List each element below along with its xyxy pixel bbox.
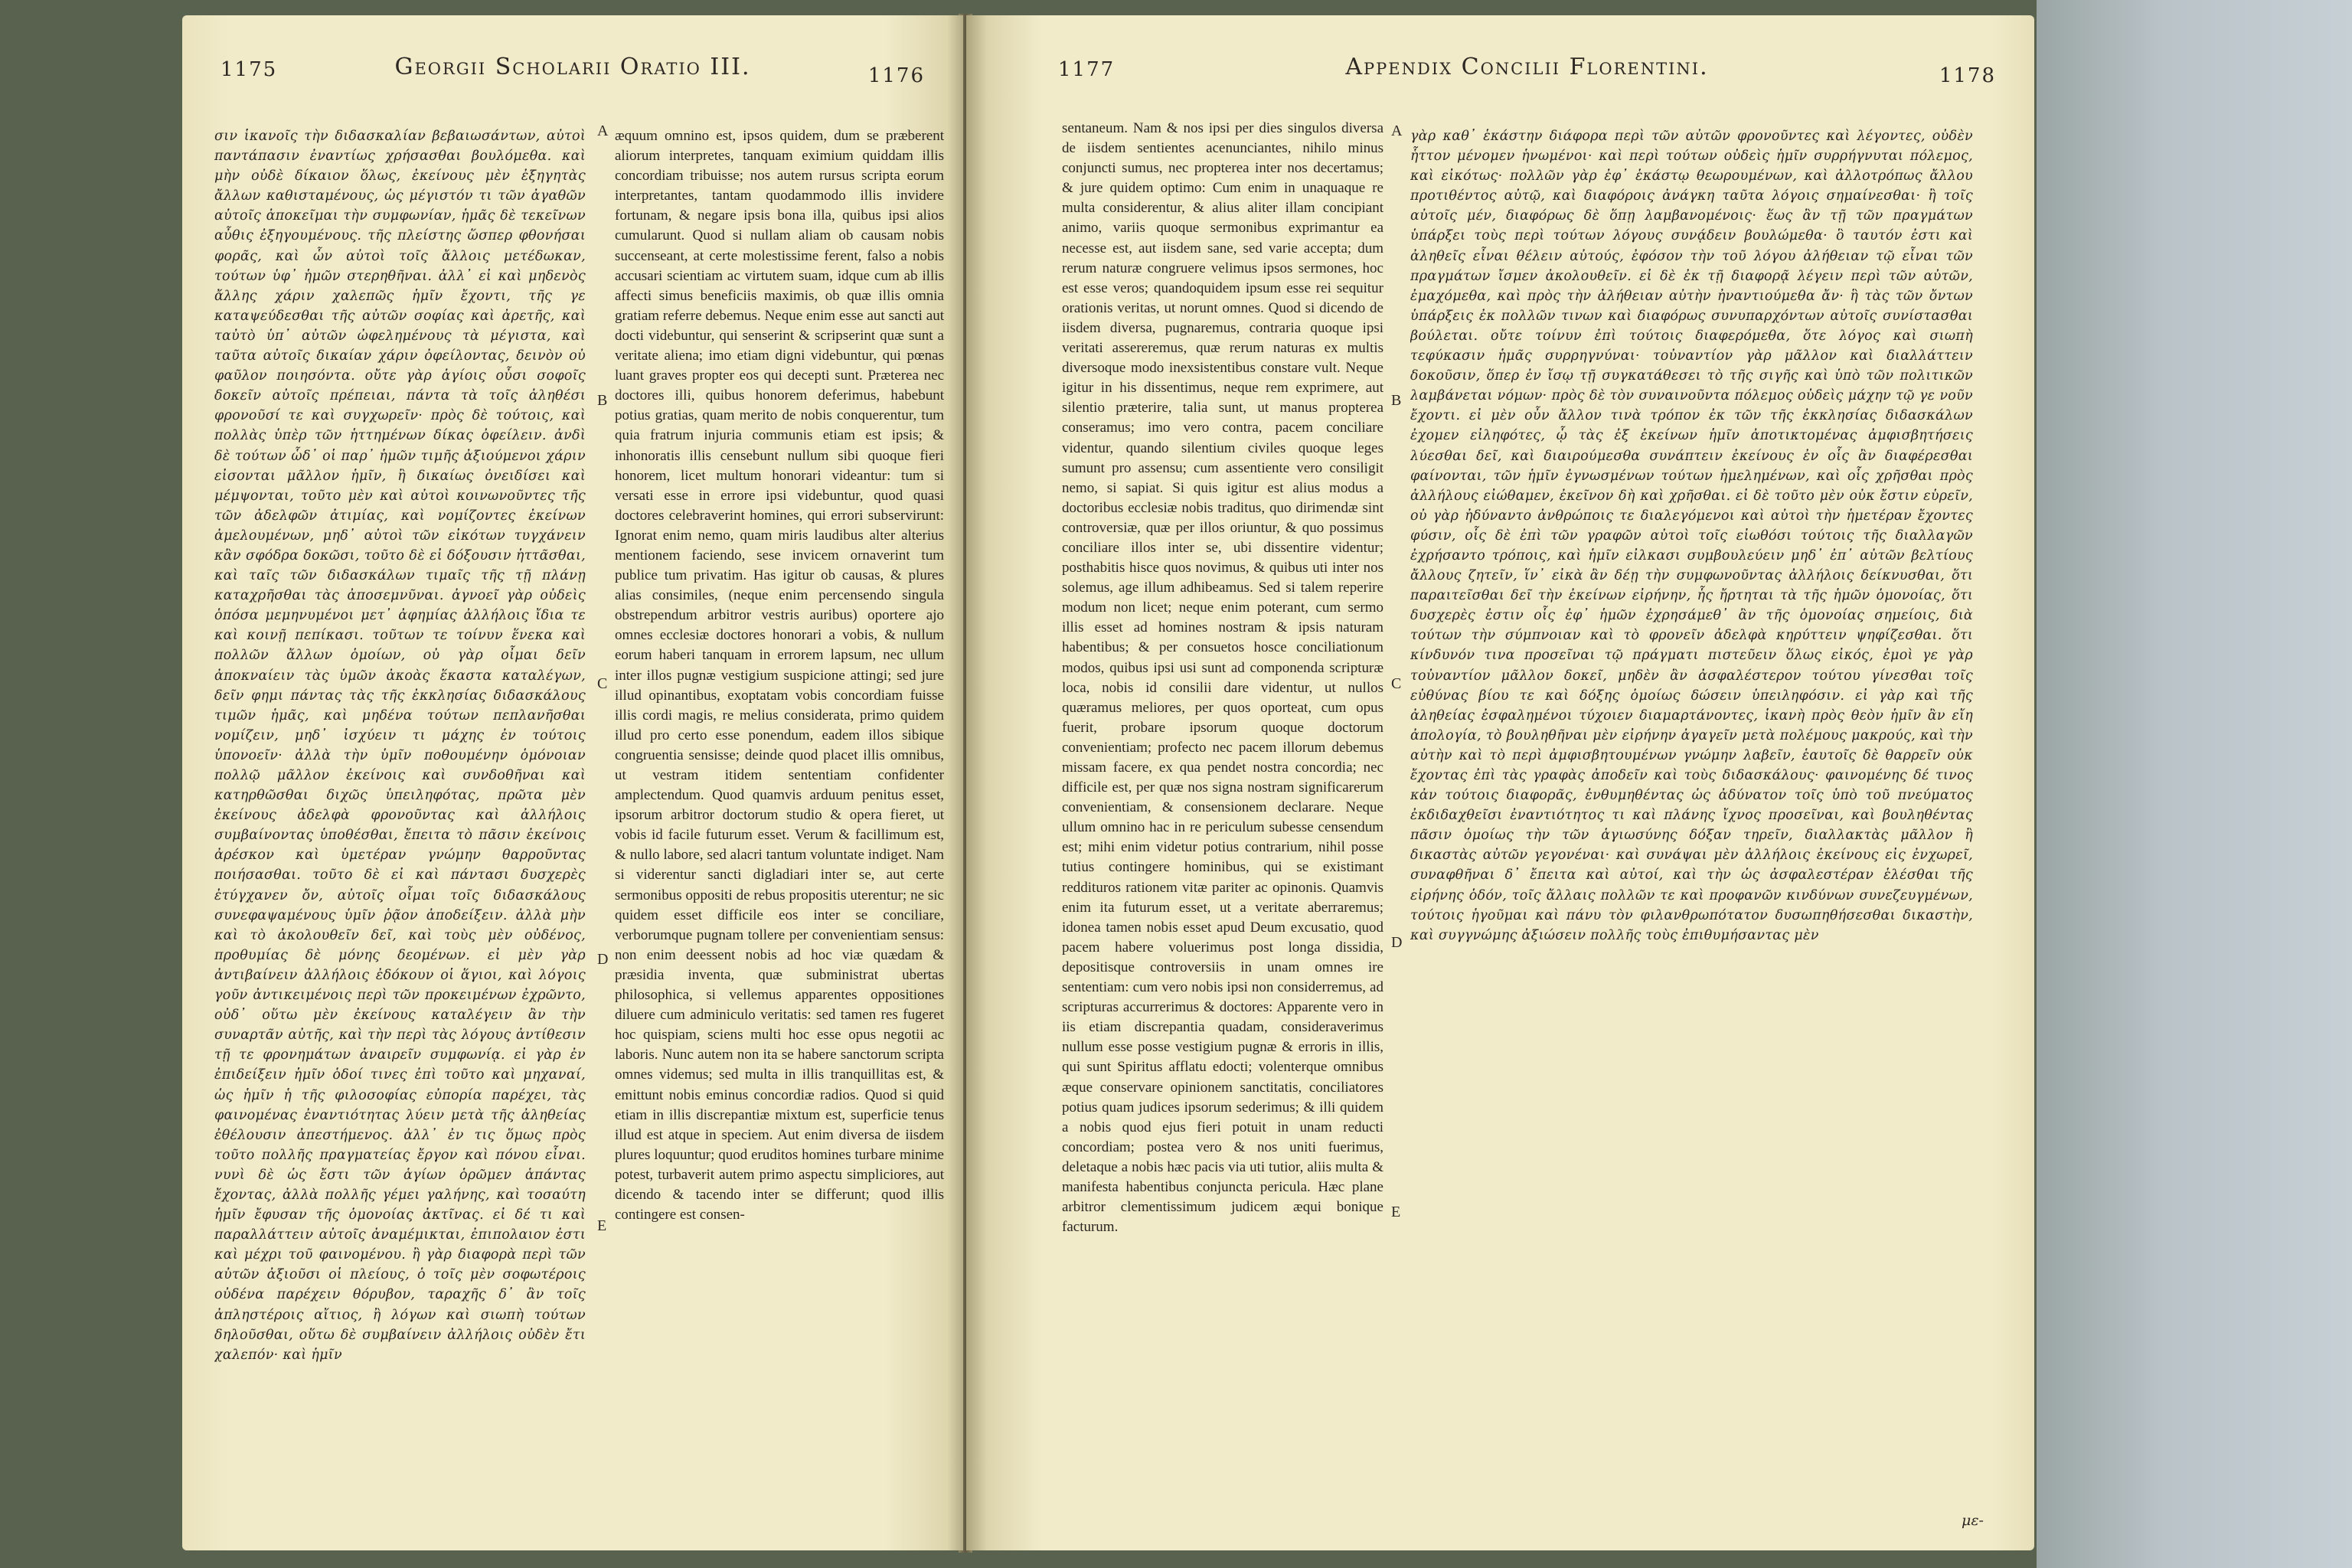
catchword: με- bbox=[1962, 1512, 1984, 1529]
right-page bbox=[966, 15, 2034, 1550]
page-number-1176: 1176 bbox=[867, 64, 925, 87]
left-page bbox=[182, 15, 963, 1550]
right-marker-c: C bbox=[1391, 675, 1402, 692]
left-marker-a: A bbox=[597, 122, 609, 139]
left-marker-e: E bbox=[597, 1217, 607, 1234]
right-running-title: Appendix Concilii Florentini. bbox=[1345, 54, 1709, 80]
left-marker-b: B bbox=[597, 392, 608, 409]
right-marker-a: A bbox=[1391, 122, 1403, 139]
page-number-1177: 1177 bbox=[1058, 58, 1116, 81]
right-marker-e: E bbox=[1391, 1204, 1401, 1220]
page-number-1175: 1175 bbox=[220, 58, 278, 81]
left-marker-c: C bbox=[597, 675, 608, 692]
background-right bbox=[2037, 0, 2352, 1568]
left-running-title: Georgii Scholarii Oratio III. bbox=[394, 54, 751, 80]
left-marker-d: D bbox=[597, 951, 609, 968]
left-greek-column: σιν ἱκανοῖς τὴν διδασκαλίαν βεβαιωσάντων, αὐτοὶ παντάπασιν ἐναντίως χρήσασθαι βουλόμεθα. καὶ μὴν οὐδὲ δίκαιον ὅλως, ἐκείνους μὲν ἐξηγητὰς ἄλλων καθισταμένους, ὡς μέγιστόν τι τῶν ἀγαθῶν αὐτοῖς ἀποκεῖμαι τὴν συμφωνίαν, ἡμᾶς δὲ τεκεῖνων αὖθις ἐξηγουμένους. τῆς πλείστης ὥσπερ φθονήσαι φορᾶς, καὶ ὧν αὐτοὶ τοῖς ἄλλοις μετέδωκαν, τούτων ὑφ᾽ ἡμῶν στερηθῆναι. ἀλλ᾽ εἰ καὶ μηδενὸς ἄλλης χάριν χαλεπῶς ἡμῖν ἔχοντι, τῆς γε καταψεύδεσθαι τῆς αὐτῶν σοφίας καὶ ἀρετῆς, καὶ ταὐτὸ ὑπ᾽ αὐτῶν ὠφελημένους τὰ μέγιστα, καὶ ταῦτα αὐτοῖς δικαίαν χάριν ὀφείλοντας, δεινὸν οὐ φαῦλον ποιησόντα. οὔτε γὰρ ἁγίοις οὖσι σοφοῖς δοκεῖν αὐτοῖς πρέπειαι, πάντα τὰ τοῖς ἀληθέσι φρονοῦσί τε καὶ συγχωρεῖν· πρὸς δὲ τούτοις, καὶ πολλὰς ὑπὲρ τῶν ἡττημένων δίκας ὀφείλειν. ἀνδὶ δὲ τούτων ὧδ᾽ οἱ παρ᾽ ἡμῶν τιμῆς ἀξιούμενοι χάριν εἰσονται μᾶλλον ἡμῖν, ἢ δικαίως ὀνειδίσει καὶ μέμψονται, τοῦτο μὲν καὶ αὐτοὶ κοινωνοῦντες τῆς τῶν ἀδελφῶν ἀτιμίας, καὶ νομίζοντες ἐκείνων ἀμελουμένων, μηδ᾽ αὐτοὶ τῶν εἰκότων τυγχάνειν κἂν σφόδρα δοκῶσι, τοῦτο δὲ εἰ δόξουσιν ἡττᾶσθαι, καὶ ταῖς τῶν διδασκάλων τιμαῖς τῆς τῇ πλάνῃ καταχρῆσθαι τὰς ἀποσεμνῦναι. ἀγνοεῖ γὰρ οὐδεὶς ὁπόσα μεμηνυμένοι μετ᾽ ἀφημίας ἀλλήλοις ἴδια τε καὶ κοινῇ πεπίκασι. τοῦτων τε τοίνυν ἕνεκα καὶ πολλῶν ἄλλων ὁμοίων, οὐ γὰρ οἶμαι δεῖν ἀποκναίειν τὰς ὑμῶν ἀκοὰς ἕκαστα καταλέγων, δεῖν φημι πάντας τὰς τῆς ἐκκλησίας διδασκάλους τιμῶν ἡμᾶς, καὶ μηδένα τούτων πεπλανῆσθαι νομίζειν, μηδ᾽ ἰσχύειν τι μάχης ἐν τούτοις ὑπονοεῖν· ἀλλὰ τὴν ὑμῖν ποθουμένην ὁμόνοιαν πολλῷ μᾶλλον ἐκείνοις καὶ συνδοθῆναι καὶ κατηρθῶσθαι διχῶς ὑπειληφότας, πρῶτα μὲν ἐκείνους ἀδελφὰ φρονοῦντας καὶ ἀλλήλοις συμβαίνοντας ὑποθέσθαι, ἔπειτα τὸ πᾶσιν ἐκείνοις ἀρέσκον καὶ ὑμετέραν γνώμην θαρροῦντας ποιήσασθαι. τοῦτο δὲ εἰ καὶ πάντασι δυσχερὲς ἐτύγχανεν ὄν, αὐτοῖς οἶμαι τοῖς διδασκάλους συνεφαψαμένους ὑμῖν ῥᾷον ἀποδείξειν. ἀλλὰ μὴν καὶ τὸ ἀκολουθεῖν δεῖ, καὶ τοὺς μὲν οὐδένος, προθυμίας δὲ μόνης δεομένων. εἰ μὲν γὰρ ἀντιβαίνειν ἀλλήλοις ἐδόκουν οἱ ἅγιοι, καὶ λόγοις γοῦν ἀντικειμένοις περὶ τῶν προκειμένων ἐχρῶντο, οὐδ᾽ οὕτω μὲν ἐκείνους καταλέγειν ἂν τὴν συναρτᾶν αὐτῆς, καὶ τὴν περὶ τὰς λόγους ἀντίθεσιν τῇ τε φρονημάτων ἀναιρεῖν συμφωνίᾳ. εἰ γὰρ ἐν ἐπιδείξειν ἡμῖν ὁδοί τινες ἐπὶ τοῦτο καὶ μηχαναί, ὡς ἡμῖν ἡ τῆς φιλοσοφίας εὐπορία παρέχει, τὰς φαινομένας ἐναντιότητας λύειν μετὰ τῆς ἀληθείας ἐθέλουσιν ἀπεστήμενος. ἀλλ᾽ ἐν τις ὅμως πρὸς τοῦτο πολλῆς πραγματείας ἔργον καὶ πόνου εἶναι. νυνὶ δὲ ὡς ἔστι τῶν ἁγίων ὁρῶμεν ἁπάντας ἔχοντας, ἀλλὰ πολλῆς γέμει γαλήνης, καὶ τοσαύτη ἡμῖν ἔφυσαν τῆς ὁμονοίας ἀκτῖνας. εἰ δέ τι καὶ παραλλάττειν αὐτοῖς ἀναμέμικται, ἐπιπολαιον ἐστι καὶ μέχρι τοῦ φαινομένου. ἢ γὰρ διαφορὰ περὶ τῶν αὐτῶν ἀξιοῦσι οἱ πλείους, ὁ τοῖς μὲν σοφωτέροις οὐδένα παρέχειν θόρυβον, ταραχῆς δ᾽ ἂν τοῖς ἀπληστέροις αἴτιος, ἢ λόγων καὶ σιωπὴ τούτων δηλοῦσθαι, οὕτω δὲ συμβαίνειν ἀλλήλοις οὐδὲν ἔτι χαλεπόν· καὶ ἡμῖν bbox=[214, 129, 586, 1363]
page-number-1178: 1178 bbox=[1939, 64, 1996, 87]
right-greek-column: γὰρ καθ᾽ ἑκάστην διάφορα περὶ τῶν αὐτῶν φρονοῦντες καὶ λέγοντες, οὐδὲν ἧττον μένομεν ἡνωμένοι· καὶ περὶ τούτων οὐδεὶς ἡμῖν συρρήγνυται πόλεμος, καὶ εἰκότως· πολλῶν γὰρ ἐφ᾽ ἑκάστῳ θεωρουμένων, καὶ ἀλλοτρόπως ἄλλου προτιθέντος αὐτῷ, καὶ διαφόροις ἀνάγκη ταῦτα λόγοις σημαίνεσθαι· ἢ τοῖς αὐτοῖς μέν, διαφόρως δὲ ὅπῃ λαμβανομένοις· ἕως ἂν τῇ τῶν πραγμάτων ὑπάρξει τοὺς περὶ τούτων λόγους συνᾴδειν βουλώμεθα· ὃ ταυτόν ἐστι καὶ ἀληθεῖς εἶναι θέλειν αὐτούς, ἐφόσον τὴν τοῦ λόγου ἀλήθειαν τῷ εἶναι τῶν πραγμάτων ἴσμεν ἀκολουθεῖν. εἰ δὲ ἐκ τῇ διαφορᾷ λέγειν περὶ τῶν αὐτῶν, ἐμαχόμεθα, καὶ πρὸς τὴν ἀλήθειαν αὐτὴν ἠναντιούμεθα ἄν· ἣ τὰς τῶν ὄντων ὑπάρξεις ἐκ πολλῶν τινων καὶ διαφόρως συνυπαρχόντων αὐτοῖς συνίστασθαι βούλεται. οὔτε τοίνυν ἐπὶ τούτοις διαφερόμεθα, ὅτε λόγος καὶ σιωπὴ τεφύκασιν ἡμᾶς συρρηγνύναι· τοὐναντίον γὰρ μᾶλλον καὶ διαλλάττειν δοκοῦσιν, ὅπερ ἐν ἴσῳ τῇ συγκατάθεσει τὸ τῆς σιγῆς καὶ ὑπὸ τῶν πολιτικῶν λαμβάνεται νόμων· πρὸς δὲ τὸν συναινοῦντα πόλεμος οὐδεὶς μάχην τῷ γε νοῦν ἔχοντι. εἰ μὲν οὖν ἄλλον τινὰ τρόπον ἐκ τῶν τῆς ἐκκλησίας διδασκάλων ἐχομεν εἰληφότες, ᾧ τὰς ἐξ ἐκείνων ἡμῖν ἀποτικτομένας ἀμφισβητήσεις λύεσθαι δεῖ, καὶ διαιρούμεσθα συνάπτειν ἐκείνους ἐν οἷς ἂν διαφέρεσθαι φαίνονται, τῶν ἡμῖν ἐγνωσμένων τούτων ἠμελημένων, καὶ οἷς χρῆσθαι πρὸς ἀλλήλους εἰώθαμεν, ἐκεῖνον δὴ καὶ χρῆσθαι. εἰ δὲ τοῦτο μὲν οὐκ ἔστιν εὑρεῖν, οὐ γὰρ ἠδύναντο ἀνθρώποις τε διαλεγόμενοι καὶ αὐτοὶ τὴν ἡμετέραν ἔχοντες φύσιν, οἷς δὲ ἐπὶ τῶν γραφῶν αὐτοὶ τοῖς εἰωθόσι τούτοις τῆς διαλλαγῶν ἐχρήσαντο τρόποις, καὶ ἡμῖν εἰλκασι συμβουλεύειν μηδ᾽ ἐπ᾽ αὐτῶν βελτίους ἄλλους ζητεῖν, ἵν᾽ εἰκὰ ἂν δέῃ τὴν συμφωνοῦντας ἀλλήλοις δείκνυσθαι, ὅτι παραιτεῖσθαι δεῖ τὴν ἐκείνων εἰρήνην, ἧς ἤρτηται τὰ τῆς ἡμῶν ὁμονοίας, ὅτι δυσχερὲς ἐστιν οἷς ἐφ᾽ ἡμῶν ἐχρησάμεθ᾽ ἂν τῆς ὁμονοίας σημείοις, διὰ τούτων τὴν σύμπνοιαν καὶ τὸ φρονεῖν ἀδελφὰ κηρύττειν ψηφίζεσθαι. ὅτι κίνδυνόν τινα προσεῖναι τῷ πράγματι πιστεῦειν ὅλως εἰκός, ἐμοὶ γε γὰρ τοὐναντίον μᾶλλον δοκεῖ, μηδὲν ἂν ἀσφαλέστερον τούτου γίνεσθαι τοῖς εὐθύνας βίου τε καὶ δόξης ὁμοίως δώσειν ὑπειληφόσιν. εἰ γὰρ καὶ τῆς ἀληθείας ἐσφαλημένοι τύχοιεν διαμαρτάνοντες, ἱκανὴ πρὸς θεὸν ἡμῖν ἂν εἴη ἀπολογία, τὸ βουληθῆναι μὲν εἰρήνην ἀγαγεῖν μετὰ πολέμους μακρούς, καὶ τὴν αὐτὴν καὶ τὸ περὶ ἀμφισβητουμένων γνώμην λαβεῖν, ἑαυτοῖς δὲ θαρρεῖν οὐκ ἔχοντας ἐπὶ τὰς γραφὰς ἀποδεῖν καὶ τοὺς διδασκάλους· φαινομένης δέ τινος κἀν τούτοις διαφορᾶς, ἐνθυμηθέντας ὡς ἀδύνατον τοῖς ὑπὸ τοῦ πνεύματος ἐκδιδαχθεῖσι ἐναντιότητος τι καὶ πλάνης ἴχνος προσεῖναι, καὶ βουληθέντας πᾶσιν ὁμοίως τὴν τῶν ἁγιωσύνης δόξαν τηρεῖν, διαλλακτὰς μᾶλλον ἢ δικαστὰς αὐτῶν γεγονέναι· καὶ συνάψαι μὲν ἀλλήλοις ἐκείνους εἰς ἐνχωρεῖ, συναφθῆναι δ᾽ ἔπειτα καὶ αὐτοί, καὶ τὴν ὡς ἀσφαλεστέραν ἑλέσθαι τῆς εἰρήνης ὁδόν, τοῖς ἄλλαις πολλῶν τε καὶ προφανῶν κινδύνων συνεζευγμένων, τούτοις ἡγοῦμαι καὶ πάνυ τὸν φιλανθρωπότατον δυσωπηθήσεσθαι δικαστὴν, καὶ συγγνώμης ἀξιώσειν πολλῆς τοὺς ἐπιθυμήσαντας μὲν bbox=[1410, 129, 1973, 943]
left-latin-column: æquum omnino est, ipsos quidem, dum se præberent aliorum interpretes, tanquam eximium quiddam illis concordiam tribuisse; nos autem rursus scripta eorum interpretantes, tantam quodammodo illis invidere fortunam, & negare ipsis bona illa, quibus ipsi alios cumularunt. Quod si nullam aliam ob causam nobis succenseant, at certe molestissime ferent, falso a nobis accusari scientiam ac virtutem suam, idque cum ab illis affecti simus beneficiis maximis, ob quæ illis omnia gratiam referre debemus. Neque enim esse aut sancti aut docti videbuntur, qui senserint & scripserint quæ sunt a veritate aliena; imo etiam digni videbuntur, qui pœnas luant graves propter eos qui decepti sunt. Præterea nec doctores illi, quibus honorem deferimus, habebunt potius gratias, quam merito de nobis conquerentur, tum quia fratrum injuria communis etiam est ipsis; & inhonoratis illis censebunt nullum sibi quoque fieri honorem, licet multum honorari videantur: tum si versati esse in errore ipsi videbuntur, quod quasi doctores celebraverint homines, qui errori subservirunt: Ignorat enim nemo, quam miris laudibus alter alterius mentionem faciendo, sese invicem ornaverint tum publice tum privatim. Has igitur ob causas, & plures alias consimiles, (neque enim percensendo singula obstrependum arbitror vestris auribus) oportere ajo omnes ecclesiæ doctores honorari a vobis, & nullum eorum haberi tanquam in errorem lapsum, nec ullum inter illos pugnæ vestigium suspicione attingi; sed jure illud opinantibus, exoptatam vobis concordiam fuisse illis cordi magis, re melius considerata, primo quidem illud pro certo esse ponendum, eadem illos sibique congruentia sensisse; deinde quod placet illis omnibus, ut vestram itidem sententiam confidenter amplectendum. Quod quamvis arduum penitus esset, ipsorum arbitror doctorum studio & opera fieret, ut vobis id facile futurum esset. Verum & facillimum est, & nullo labore, sed alacri tantum voluntate indiget. Nam si viderentur sancti digladiari inter se, aut certe sermonibus oppositi de rebus propositis uterentur; ne sic quidem esset difficile eos inter se conciliare, verborumque pugnam tollere per convenientiam sensus: non enim deessent nobis ad hoc viæ quædam & præsidia inventa, quæ subministrat ubertas philosophica, si vellemus apparentes oppositiones diluere cum adminiculo veritatis: sed tamen res fugeret hoc quispiam, sciens multi hoc esse opus negotii ac laboris. Nunc autem non ita se habere sanctorum scripta omnes videmus; sed multa in illis tranquillitas est, & emittunt nobis eminus concordiæ radios. Quod si quid etiam in illis discrepantiæ mixtum est, superficie tenus illud est atque in speciem. Aut enim diversa de iisdem plures loquuntur; quod eruditos homines turbare minime potest, turbaverit autem primo aspectu simpliciores, aut dicendo & tacendo inter se differunt; quod illis contingere est consen- bbox=[615, 128, 944, 1223]
right-marker-d: D bbox=[1391, 934, 1403, 951]
left-running-head bbox=[220, 54, 925, 92]
right-running-head bbox=[1058, 54, 1996, 92]
right-marker-b: B bbox=[1391, 392, 1402, 409]
right-latin-column: sentaneum. Nam & nos ipsi per dies singulos diversa de iisdem sentientes acenunciantes, nihilo minus conjuncti sumus, nec propterea inter nos decertamus; & jure quidem optimo: Cum enim in unaquaque re multa considerentur, & alius aliter illam concipiant animo, variis quoque sermonibus exprimantur ea necesse est, aut iisdem sane, sed varie accepta; dum rerum naturæ congruere velimus ipsos sermones, hoc est esse veros; quandoquidem ipsum esse rei sequitur orationis veritas, ut norunt omnes. Quod si dicendo de iisdem diversa, pugnaremus, contraria quoque ipsi veritati assereremus, quæ rerum naturas ex multis diversoque modo inexsistentibus constare vult. Neque igitur in his dissentimus, neque rem exprimere, aut silentio præterire, talia sunt, ut manus propterea conseramus; imo vero contra, pacem conciliare videntur, quando silentium civiles quoque leges sumunt pro assensu; cum assentiente vero consiligit nemo, si sapiat. Si quis igitur est alius modus a doctoribus ecclesiæ nobis traditus, quo dirimendæ sint controversiæ, quæ per illos oriuntur, & quo possimus conciliare illos inter se, ubi dissentire videntur; posthabitis hisce quos novimus, & quibus uti inter nos solemus, age illum adhibeamus. Sed si talem reperire modum non licet; neque enim poterant, cum sermo illis esset ad homines nostram & ipsis naturam habentibus; & per consuetos hosce conciliationum modos, quibus ipsi usi sunt ad componenda scripturæ loca, nobis id consilii dare videntur, ut nullos quæramus meliores, per quos oporteat, cum opus fuerit, probare ipsorum quoque doctorum convenientiam; profecto nec pacem illorum debemus missam facere, ex qua pendet nostra concordia; nec difficile est, per quæ nos signa nostram significarerum convenientiam, & consensionem declarare. Neque ullum omnino hac in re periculum subesse censendum est; mihi enim videtur potius contrarium, nihil posse tutius contingere hominibus, qui se existimant reddituros rationem vitæ pariter ac opinonis. Quamvis enim ita futurum esset, ut a veritate aberraremus; idonea tamen nobis esset apud Deum excusatio, quod pacem habere voluerimus post longa dissidia, depositisque controversiis in unam omnes ire sententiam: cum vero nobis ipsi non considerremus, ad scripturas accurrerimus & doctores: Apparente vero in iis etiam discrepantia quadam, consideraverimus nullum esse posse vestigium pugnæ & erroris in illis, qui sunt Spiritus afflatu edocti; volenterque omnibus æque conservare opinionem sanctitatis, conciliatores potius quam judices ipsorum sederimus; & illi quidem a nobis quod ejus fieri potuit in unam reducti concordiam; postea vero & nos uniti fuerimus, deletaque a nobis hæc pacis via uti tutior, aliis multa & manifesta habentibus conjuncta pericula. Hæc plane arbitror clementissimum judicem æqui bonique facturum. bbox=[1062, 120, 1383, 1236]
